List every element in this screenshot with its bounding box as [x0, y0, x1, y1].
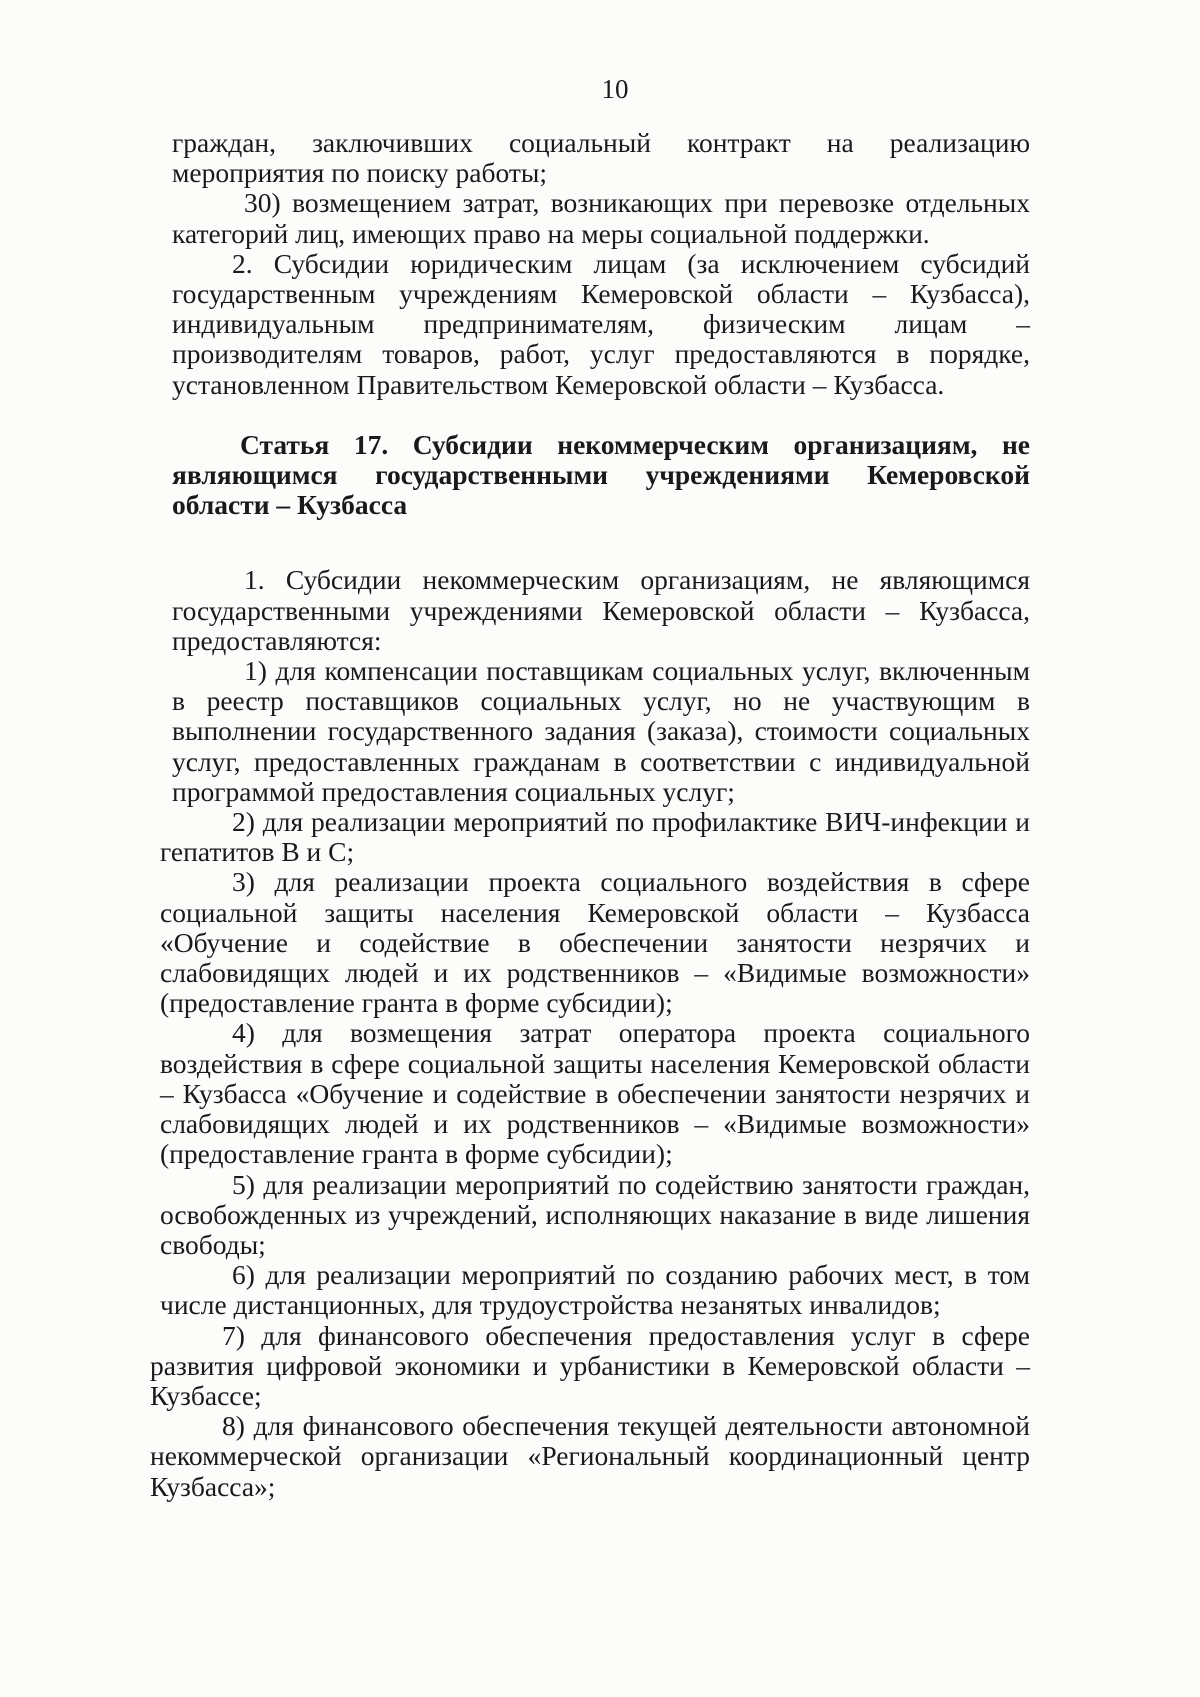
paragraph-item-30: 30) возмещением затрат, возникающих при перевозке отдельных категорий лиц, имеющих право на меры социальной поддержки.: [172, 187, 1030, 249]
spacer: [172, 400, 1030, 430]
paragraph-continuation: граждан, заключивших социальный контракт на реализацию мероприятия по поиску работы;: [172, 127, 1030, 189]
list-item-6: 6) для реализации мероприятий по созданию рабочих мест, в том числе дистанционных, для трудоустройства незанятых инвалидов;: [160, 1259, 1030, 1321]
spacer: [172, 520, 1030, 565]
article-intro-paragraph: 1. Субсидии некоммерческим организациям, не являющимся государственными учреждениями Кемеровской области – Кузбасса, предоставляются:: [172, 564, 1030, 656]
paragraph-section-2: 2. Субсидии юридическим лицам (за исключением субсидий государственным учреждениям Кемеровской области – Кузбасса), индивидуальным предпринимателям, физическим лицам – производителям товаров, работ, услуг предоставляются в порядке, установленном Правительством Кемеровской области – Кузбасса.: [172, 247, 1030, 400]
list-item-5: 5) для реализации мероприятий по содействию занятости граждан, освобожденных из учреждений, исполняющих наказание в виде лишения свободы;: [160, 1168, 1030, 1260]
list-item-1: 1) для компенсации поставщикам социальных услуг, включенным в реестр поставщиков социальных услуг, но не участвующим в выполнении государственного задания (заказа), стоимости социальных услуг, предоставленных гражданам в соответствии с индивидуальной программой предоставления социальных услуг;: [172, 655, 1030, 807]
list-item-7: 7) для финансового обеспечения предоставления услуг в сфере развития цифровой экономики и урбанистики в Кемеровской области – Кузбассе;: [150, 1319, 1030, 1411]
list-item-4: 4) для возмещения затрат оператора проекта социального воздействия в сфере социальной защиты населения Кемеровской области – Кузбасса «Обучение и содействие в обеспечении занятости незрячих и слабовидящих людей и их родственников – «Видимые возможности» (предоставление гранта в форме субсидии);: [160, 1017, 1030, 1170]
article-heading: Статья 17. Субсидии некоммерческим организациям, не являющимся государственными учреждениями Кемеровской области – Кузбасса: [172, 428, 1030, 521]
list-item-8: 8) для финансового обеспечения текущей деятельности автономной некоммерческой организации «Региональный координационный центр Кузбасса»;: [150, 1410, 1030, 1502]
list-item-2: 2) для реализации мероприятий по профилактике ВИЧ-инфекции и гепатитов В и С;: [160, 806, 1030, 868]
list-item-3: 3) для реализации проекта социального воздействия в сфере социальной защиты населения Кемеровской области – Кузбасса «Обучение и содействие в обеспечении занятости незрячих и слабовидящих людей и их родственников – «Видимые возможности» (предоставление гранта в форме субсидии);: [160, 866, 1030, 1019]
page-number: 10: [601, 74, 629, 104]
document-body: [150, 127, 1030, 1502]
